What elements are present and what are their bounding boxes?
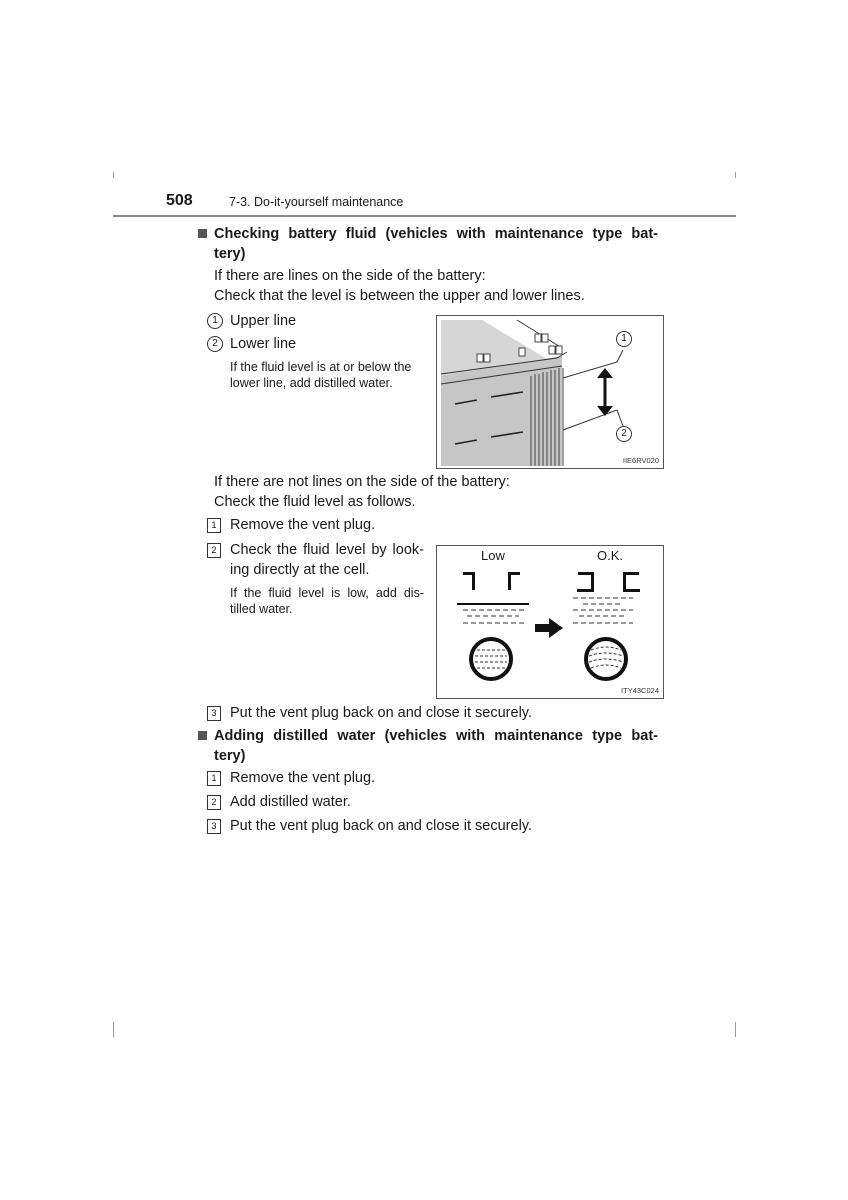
legend-lower-line: Lower line: [230, 336, 297, 352]
intro-line: If there are lines on the side of the battery:: [214, 268, 486, 284]
section-title: 7-3. Do-it-yourself maintenance: [229, 195, 404, 209]
step-line: ing directly at the cell.: [230, 562, 370, 578]
crop-mark: [113, 172, 114, 178]
step-number-icon: 3: [207, 819, 221, 834]
step-number-icon: 1: [207, 771, 221, 786]
step-line: Check the fluid level by look-: [230, 542, 424, 558]
section-heading: [214, 726, 658, 766]
step-number-icon: 3: [207, 706, 221, 721]
battery-lines-figure: [436, 315, 664, 469]
page-number: 508: [166, 192, 193, 209]
intro-line: Check that the level is between the upper and lower lines.: [214, 288, 585, 304]
callout-number-icon: 1: [207, 313, 223, 329]
low-label: Low: [481, 548, 505, 563]
note-text: [230, 585, 424, 617]
heading-line: tery): [214, 748, 246, 764]
heading-line: Checking battery fluid (vehicles with maintenance type bat-: [214, 226, 658, 242]
step-text: Put the vent plug back on and close it securely.: [230, 818, 532, 834]
heading-line: Adding distilled water (vehicles with maintenance type bat-: [214, 728, 658, 744]
crop-mark: [735, 172, 736, 178]
intro-line: If there are not lines on the side of the battery:: [214, 474, 510, 490]
figure-code: ITY43C024: [621, 686, 659, 695]
note-line: lower line, add distilled water.: [230, 376, 393, 390]
fluid-level-figure: [436, 545, 664, 699]
legend-upper-line: Upper line: [230, 313, 297, 329]
section-heading: [214, 224, 658, 264]
step-text: Remove the vent plug.: [230, 517, 376, 533]
intro-text: [214, 266, 585, 306]
header-rule: [113, 215, 736, 217]
step-number-icon: 2: [207, 543, 221, 558]
step-text: Add distilled water.: [230, 794, 351, 810]
lower-line-callout-icon: 2: [616, 426, 632, 442]
step-text: Put the vent plug back on and close it securely.: [230, 705, 532, 721]
callout-number-icon: 2: [207, 336, 223, 352]
step-number-icon: 2: [207, 795, 221, 810]
intro-line: Check the fluid level as follows.: [214, 494, 416, 510]
note-line: If the fluid level is at or below the: [230, 360, 412, 374]
crop-mark: [735, 1022, 736, 1037]
step-number-icon: 1: [207, 518, 221, 533]
heading-line: tery): [214, 246, 246, 262]
note-text: [230, 359, 411, 391]
figure-code: IIE6RV020: [622, 456, 659, 465]
fluid-level-illustration: [437, 546, 663, 698]
bullet-square-icon: [198, 229, 207, 238]
note-line: tilled water.: [230, 602, 293, 616]
upper-line-callout-icon: 1: [616, 331, 632, 347]
intro-text: [214, 472, 510, 512]
bullet-square-icon: [198, 731, 207, 740]
crop-mark: [113, 1022, 114, 1037]
step-text: [230, 540, 424, 580]
step-text: Remove the vent plug.: [230, 770, 376, 786]
note-line: If the fluid level is low, add dis-: [230, 586, 424, 600]
ok-label: O.K.: [597, 548, 624, 563]
